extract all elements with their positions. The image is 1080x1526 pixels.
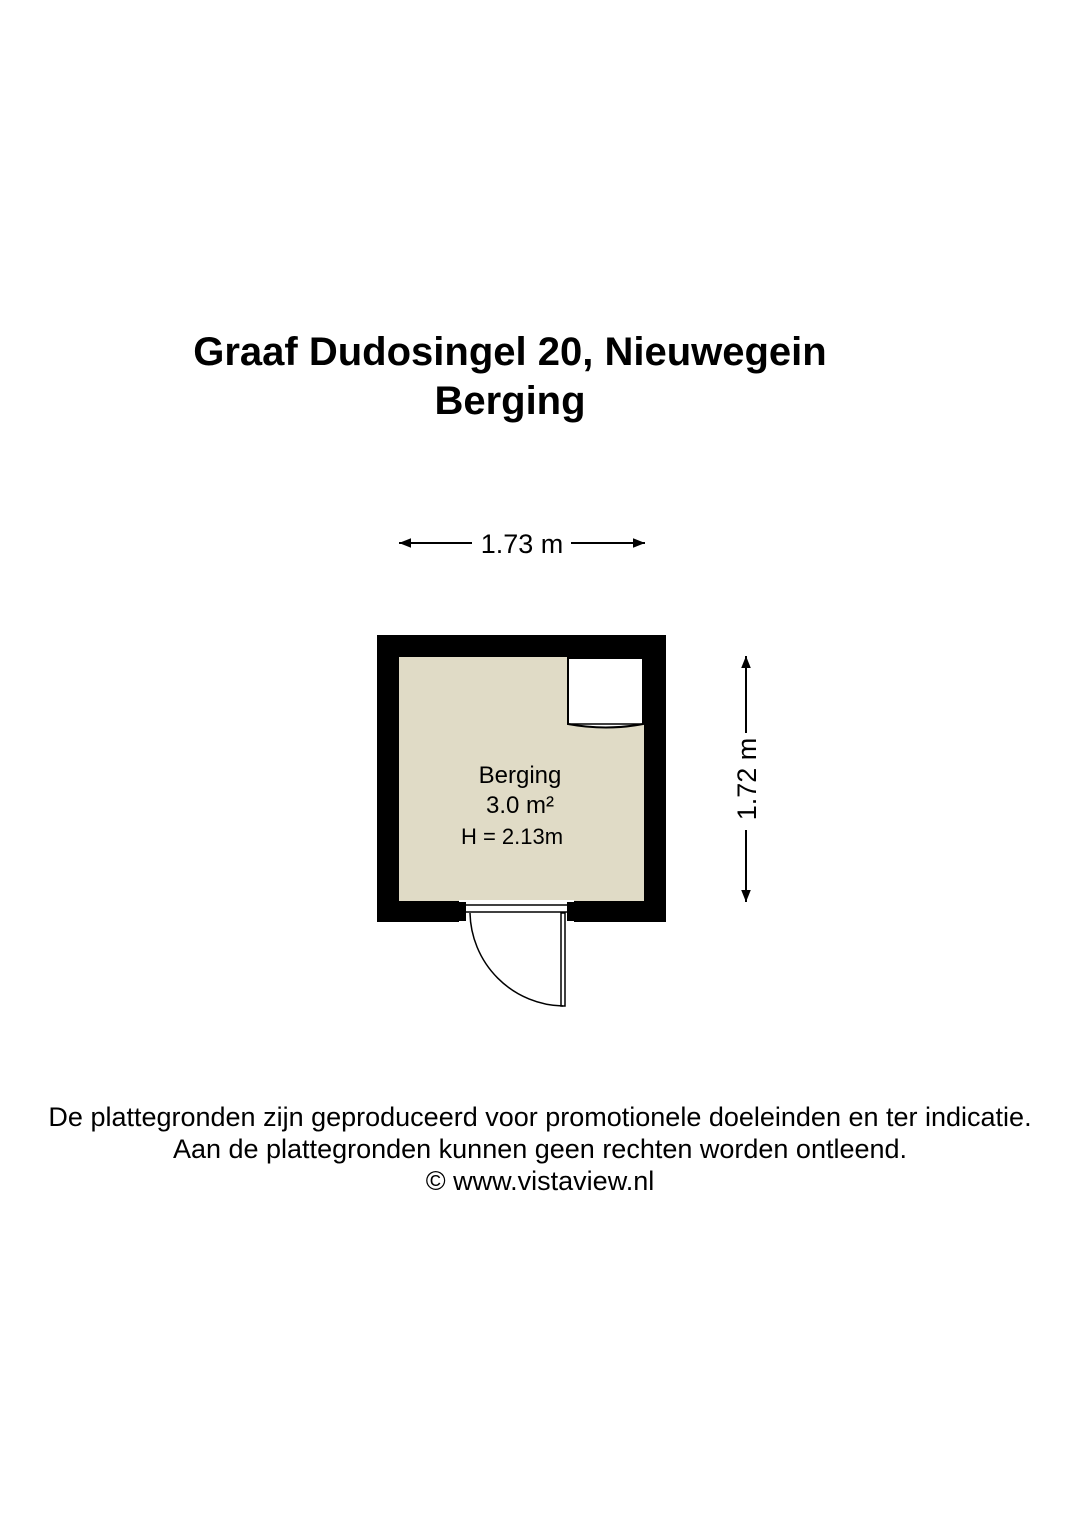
room-area: 3.0 m²	[485, 792, 555, 819]
height-dimension-label: 1.72 m	[732, 737, 762, 821]
disclaimer-line-2: Aan de plattegronden kunnen geen rechten worden ontleend.	[172, 1134, 908, 1164]
door-swing-arc	[470, 913, 563, 1006]
width-dimension-label: 1.73 m	[480, 529, 564, 559]
corner-fixture	[568, 658, 643, 728]
floor-name: Berging	[434, 379, 586, 423]
room-height: H = 2.13m	[460, 824, 564, 849]
floorplan-title: Graaf Dudosingel 20, Nieuwegein	[193, 330, 827, 374]
copyright-line: © www.vistaview.nl	[425, 1166, 655, 1196]
room-name: Berging	[478, 762, 562, 789]
door-swing	[470, 913, 565, 1006]
door-leaf	[561, 913, 565, 1006]
width-dimension	[399, 529, 645, 559]
height-dimension	[732, 656, 762, 902]
door-opening	[459, 900, 574, 923]
disclaimer-line-1: De plattegronden zijn geproduceerd voor promotionele doeleinden en ter indicatie.	[48, 1102, 1032, 1132]
